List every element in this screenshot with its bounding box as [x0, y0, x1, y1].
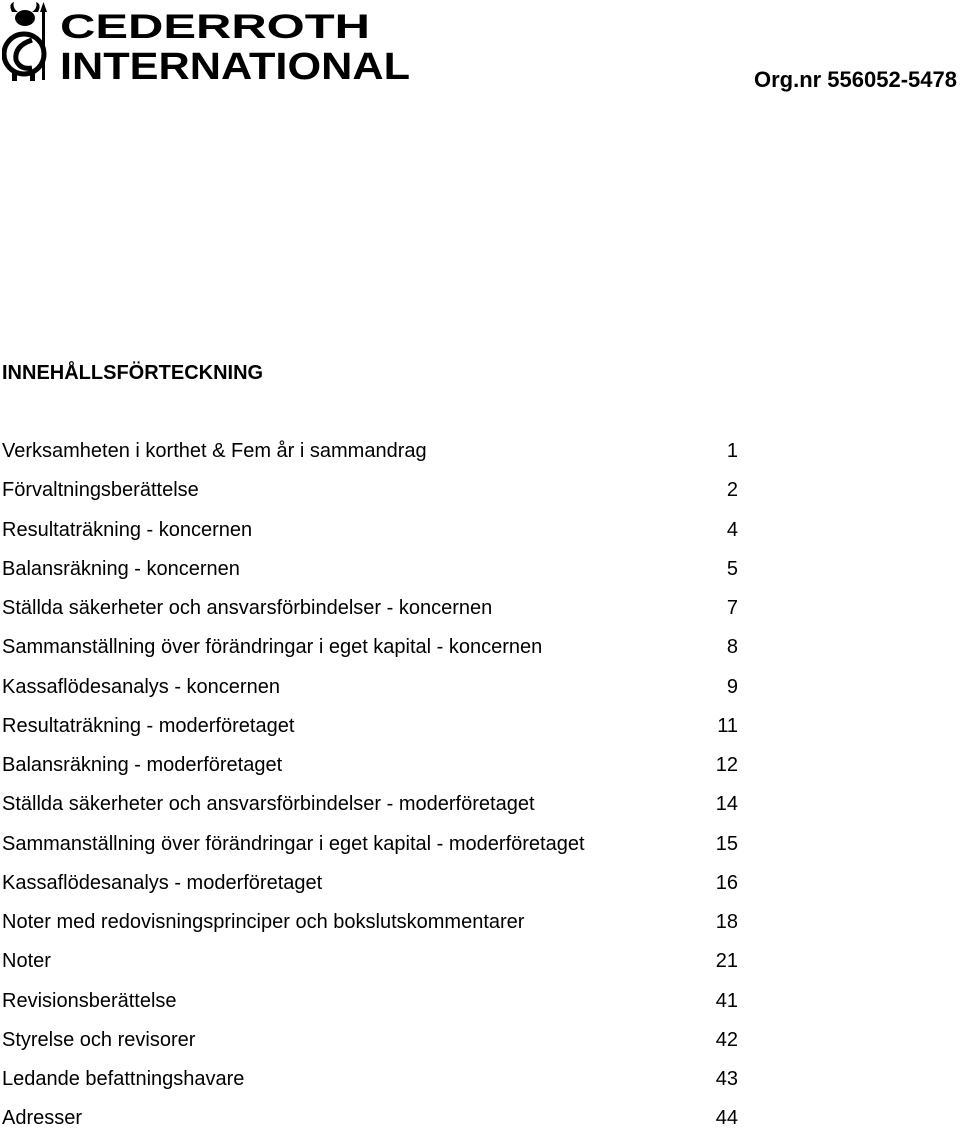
toc-item: [2, 1065, 738, 1104]
toc-item-page: 14: [715, 793, 738, 816]
toc-title: INNEHÅLLSFÖRTECKNING: [2, 362, 264, 384]
toc-item-label: Förvaltningsberättelse: [2, 479, 199, 502]
toc-item-label: Sammanställning över förändringar i eget kapital - koncernen: [2, 636, 543, 659]
toc-item: [2, 516, 738, 555]
toc-item-label: Sammanställning över förändringar i eget kapital - moderföretaget: [2, 832, 585, 855]
toc-item-label: Noter med redovisningsprinciper och bokslutskommentarer: [2, 911, 525, 933]
toc-item: [2, 594, 738, 633]
toc-item-label: Kassaflödesanalys - moderföretaget: [2, 871, 323, 894]
toc-item-label: Kassaflödesanalys - koncernen: [2, 675, 280, 698]
toc-item: [2, 751, 738, 790]
toc-item: [2, 673, 738, 712]
toc-item-page: 4: [726, 518, 738, 541]
toc-item-page: 9: [726, 675, 738, 698]
toc-item: [2, 555, 738, 594]
toc-item: [2, 437, 738, 476]
toc-item: [2, 830, 738, 869]
toc-item-page: 21: [715, 950, 738, 973]
toc-item-page: 1: [726, 440, 738, 462]
toc-item-page: 12: [715, 754, 738, 776]
toc-item-page: 43: [715, 1068, 738, 1090]
toc-item: [2, 1026, 738, 1065]
toc-item-page: 18: [715, 911, 738, 933]
toc-item-page: 41: [715, 989, 738, 1012]
toc-item-page: 42: [715, 1028, 738, 1051]
toc-item: [2, 633, 738, 672]
toc-item: [2, 476, 738, 515]
toc-item-label: Balansräkning - moderföretaget: [2, 754, 283, 776]
cederroth-logo-graphic: [2, 2, 412, 82]
toc-item-label: Verksamheten i korthet & Fem år i sammandrag: [2, 440, 427, 462]
table-of-contents: [2, 437, 738, 1144]
toc-item-label: Ledande befattningshavare: [2, 1068, 245, 1090]
toc-item: [2, 869, 738, 908]
toc-item-page: 16: [715, 871, 738, 894]
toc-item-label: Adresser: [2, 1107, 83, 1130]
toc-item: [2, 987, 738, 1026]
toc-item-label: Resultaträkning - moderföretaget: [2, 714, 295, 737]
toc-item-page: 5: [726, 557, 738, 580]
org-number: Org.nr 556052-5478: [753, 67, 957, 92]
toc-item-label: Balansräkning - koncernen: [2, 557, 240, 580]
toc-item-label: Revisionsberättelse: [2, 989, 177, 1012]
logo-wordmark-line2: INTERNATIONAL: [60, 46, 410, 82]
toc-item: [2, 908, 738, 947]
toc-item: [2, 790, 738, 829]
toc-item-label: Noter: [2, 950, 51, 973]
toc-item-label: Ställda säkerheter och ansvarsförbindelser - koncernen: [2, 597, 493, 619]
toc-item: [2, 947, 738, 986]
viking-emblem-icon: [4, 2, 47, 81]
company-logo: [2, 2, 412, 82]
toc-item-label: Ställda säkerheter och ansvarsförbindelser - moderföretaget: [2, 793, 535, 816]
toc-item-page: 2: [726, 479, 738, 502]
toc-item-label: Styrelse och revisorer: [2, 1028, 196, 1051]
toc-item-page: 8: [726, 636, 738, 659]
logo-wordmark-line1: CEDERROTH: [60, 8, 370, 46]
toc-item-page: 7: [726, 597, 738, 619]
toc-item-page: 15: [715, 832, 738, 855]
toc-item-page: 11: [717, 714, 738, 737]
toc-item-label: Resultaträkning - koncernen: [2, 518, 253, 541]
toc-item: [2, 1104, 738, 1143]
toc-item: [2, 712, 738, 751]
toc-item-page: 44: [715, 1107, 738, 1130]
